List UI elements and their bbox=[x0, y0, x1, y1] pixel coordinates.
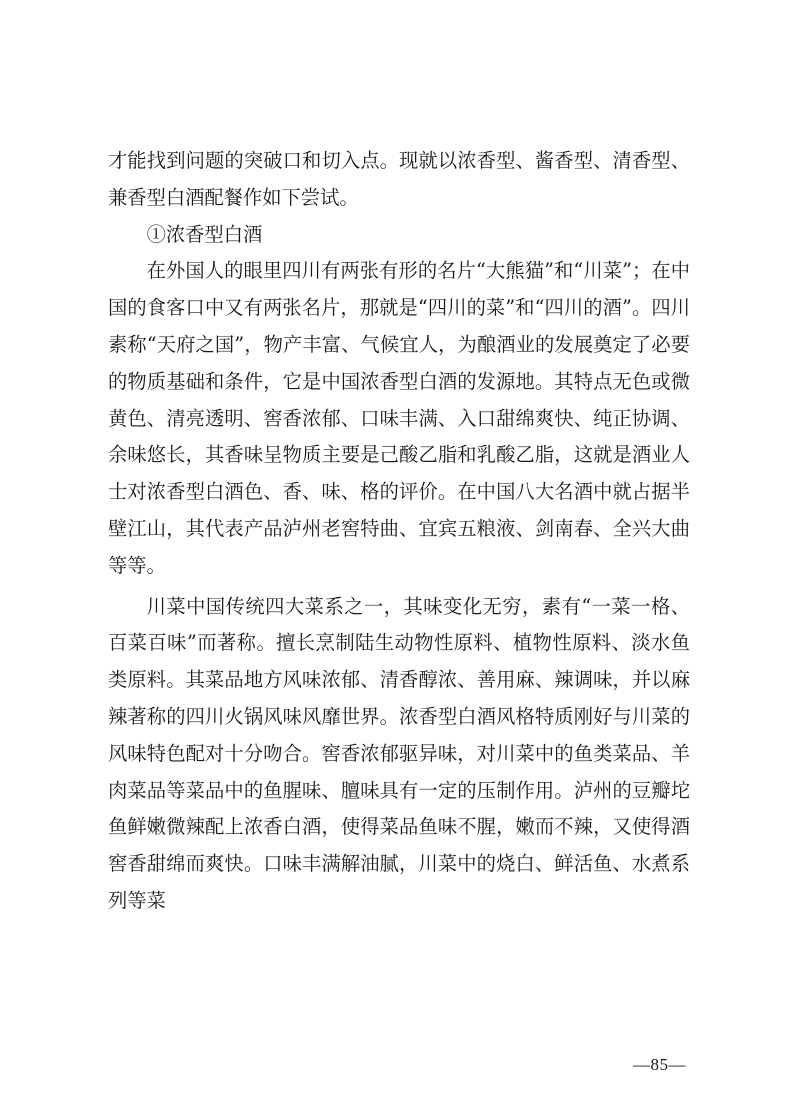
body-paragraph: 川菜中国传统四大菜系之一，其味变化无穷，素有“一菜一格、百菜百味”而著称。擅长烹制陆生动物性原料、植物性原料、淡水鱼类原料。其菜品地方风味浓郁、清香醇浓、善用麻、辣调味，并以麻辣著称的四川火锅风味风靡世界。浓香型白酒风格特质刚好与川菜的风味特色配对十分吻合。窖香浓郁驱异味，对川菜中的鱼类菜品、羊肉菜品等菜品中的鱼腥味、膻味具有一定的压制作用。泸州的豆瓣坨鱼鲜嫩微辣配上浓香白酒，使得菜品鱼味不腥，嫩而不辣，又使得酒窖香甜绵而爽快。口味丰满解油腻，川菜中的烧白、鲜活鱼、水煮系列等菜 bbox=[108, 594, 690, 912]
section-heading: ①浓香型白酒 bbox=[146, 222, 263, 246]
body-paragraph: 在外国人的眼里四川有两张有形的名片“大熊猫”和“川菜”；在中国的食客口中又有两张名片，那就是“四川的菜”和“四川的酒”。四川素称“天府之国”，物产丰富、气候宜人，为酿酒业的发展奠定了必要的物质基础和条件，它是中国浓香型白酒的发源地。其特点无色或微黄色、清亮透明、窖香浓郁、口味丰满、入口甜绵爽快、纯正协调、余味悠长，其香味呈物质主要是己酸乙脂和乳酸乙脂，这就是酒业人士对浓香型白酒色、香、味、格的评价。在中国八大名酒中就占据半壁江山，其代表产品泸州老窖特曲、宜宾五粮液、剑南春、全兴大曲等等。 bbox=[108, 259, 690, 577]
page-number: —85— bbox=[633, 1055, 686, 1074]
page-body bbox=[108, 143, 690, 920]
intro-paragraph: 才能找到问题的突破口和切入点。现就以浓香型、酱香型、清香型、兼香型白酒配餐作如下尝试。 bbox=[108, 149, 690, 209]
